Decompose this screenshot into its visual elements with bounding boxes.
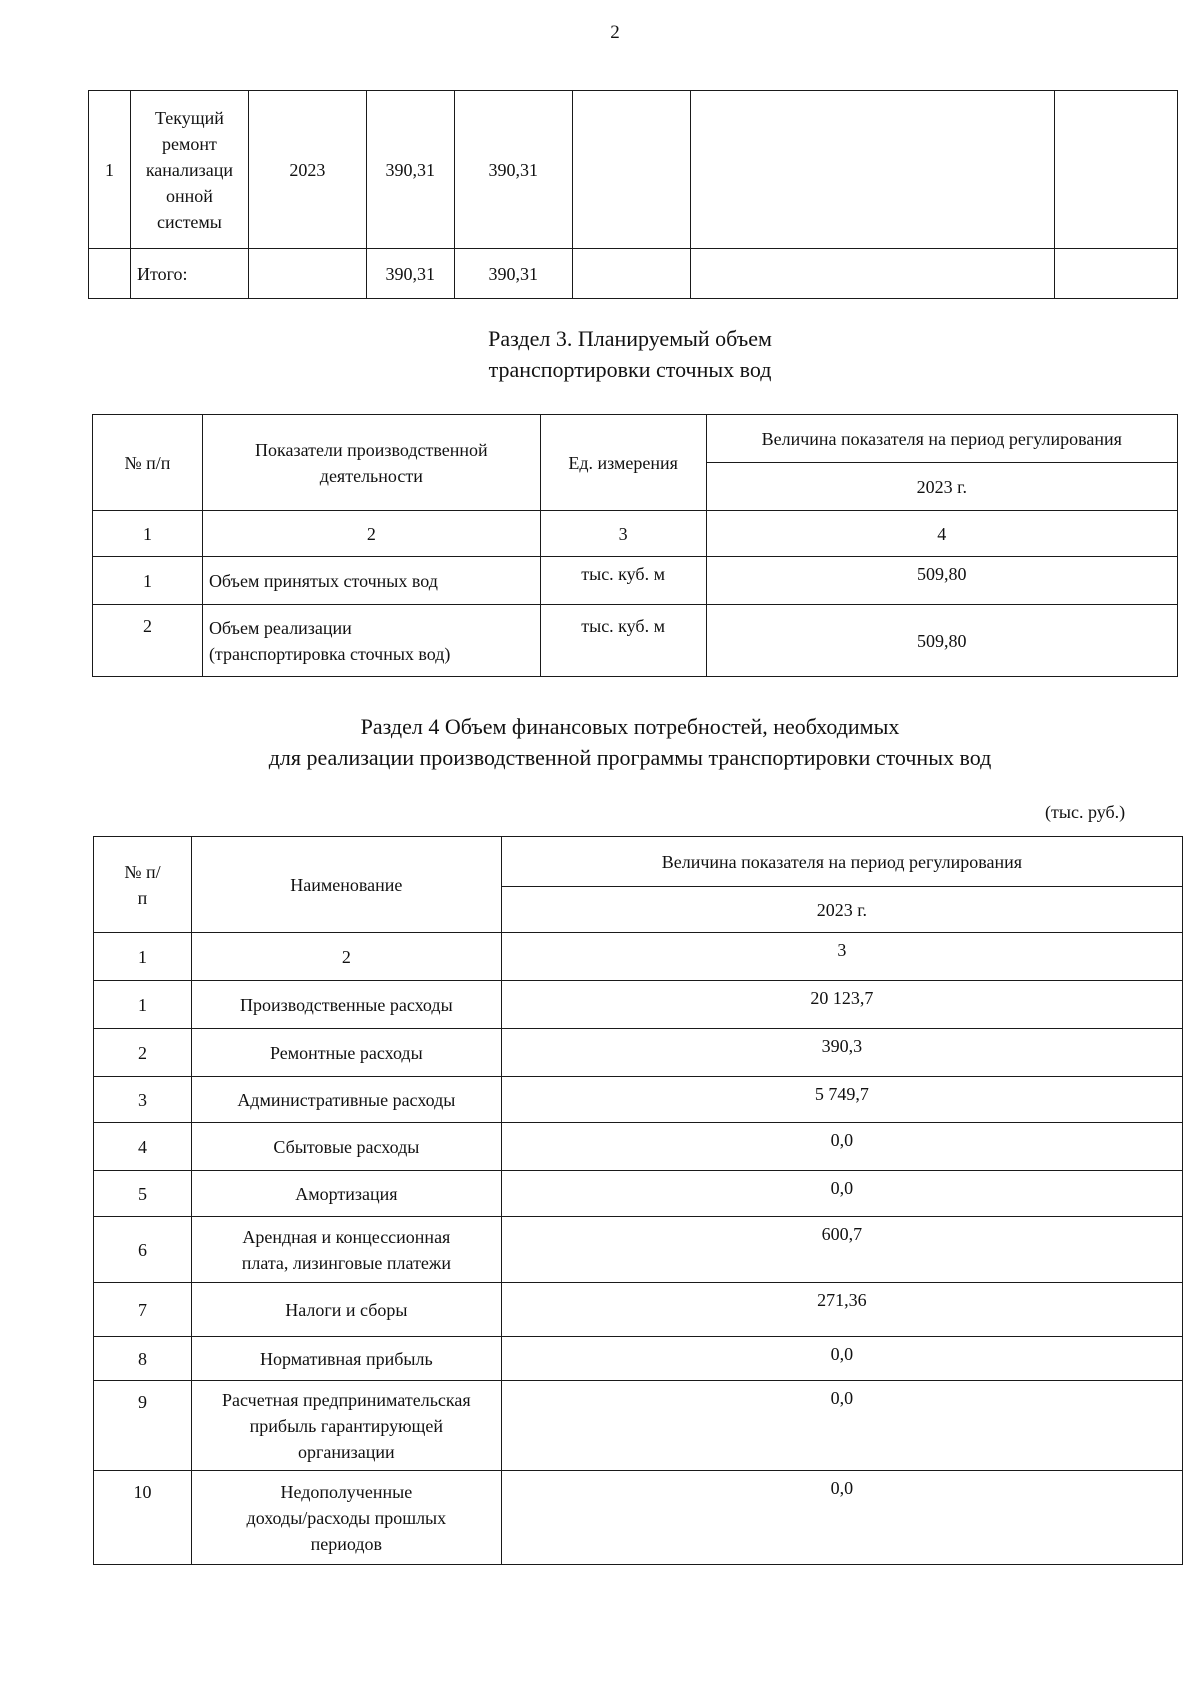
row-number: 2 — [94, 1029, 192, 1077]
indicator-name-line: (транспортировка сточных вод) — [208, 643, 451, 664]
work-cost-year: 390,31 — [454, 91, 572, 249]
empty-cell — [572, 91, 690, 249]
header-num: № п/п — [93, 415, 203, 511]
units-note: (тыс. руб.) — [1045, 802, 1126, 822]
row-number: 5 — [94, 1171, 192, 1217]
table-header-row — [93, 415, 1178, 463]
expense-name — [191, 1471, 501, 1565]
total-cost-year: 390,31 — [454, 249, 572, 299]
table-index-row — [93, 511, 1178, 557]
expense-value: 0,0 — [501, 1123, 1182, 1171]
index-cell: 4 — [706, 511, 1177, 557]
indicator-value: 509,80 — [706, 557, 1177, 605]
expense-name-line: Расчетная предпринимательская — [222, 1389, 471, 1410]
expense-name — [191, 1381, 501, 1471]
header-num: № п/п — [94, 837, 192, 933]
expense-name-line: доходы/расходы прошлых — [246, 1507, 447, 1528]
row-number: 10 — [94, 1471, 192, 1565]
work-name-line: онной — [165, 185, 213, 206]
index-cell: 2 — [202, 511, 540, 557]
expense-name-line: плата, лизинговые платежи — [241, 1252, 451, 1273]
expense-value: 20 123,7 — [501, 981, 1182, 1029]
header-indicator: Показатели производственной деятельности — [202, 415, 540, 511]
section3-title-line2: транспортировки сточных вод — [488, 357, 772, 382]
row-number: 1 — [94, 981, 192, 1029]
row-number: 1 — [89, 91, 131, 249]
expense-value: 0,0 — [501, 1171, 1182, 1217]
expense-name: Сбытовые расходы — [191, 1123, 501, 1171]
table-row — [94, 1217, 1183, 1283]
work-name-line: системы — [156, 211, 222, 232]
expense-value: 5 749,7 — [501, 1077, 1182, 1123]
expense-value: 0,0 — [501, 1471, 1182, 1565]
expense-name: Налоги и сборы — [191, 1283, 501, 1337]
empty-cell — [572, 249, 690, 299]
work-name-line: ремонт — [161, 133, 217, 154]
expense-value: 0,0 — [501, 1337, 1182, 1381]
table-header-row — [94, 837, 1183, 887]
table-row — [94, 1029, 1183, 1077]
header-year: 2023 г. — [706, 463, 1177, 511]
table-row — [94, 1283, 1183, 1337]
indicator-name-line: Объем реализации — [208, 617, 352, 638]
empty-cell — [690, 249, 1055, 299]
expense-name: Ремонтные расходы — [191, 1029, 501, 1077]
index-cell: 1 — [93, 511, 203, 557]
empty-cell — [1055, 249, 1178, 299]
header-value-group: Величина показателя на период регулирования — [501, 837, 1182, 887]
row-number: 9 — [94, 1381, 192, 1471]
table-repair-continuation — [88, 90, 1178, 299]
expense-name: Амортизация — [191, 1171, 501, 1217]
table-section4 — [93, 836, 1183, 1565]
table-row — [94, 981, 1183, 1029]
work-cost: 390,31 — [366, 91, 454, 249]
expense-name-line: организации — [298, 1441, 395, 1462]
index-cell: 2 — [191, 933, 501, 981]
total-cost: 390,31 — [366, 249, 454, 299]
expense-name-line: периодов — [310, 1533, 383, 1554]
row-number: 1 — [93, 557, 203, 605]
table-row — [89, 91, 1178, 249]
header-year: 2023 г. — [501, 887, 1182, 933]
expense-value: 600,7 — [501, 1217, 1182, 1283]
expense-name: Производственные расходы — [191, 981, 501, 1029]
empty-cell — [690, 91, 1055, 249]
expense-value: 390,3 — [501, 1029, 1182, 1077]
section4-title-line2: для реализации производственной программы транспортировки сточных вод — [268, 745, 992, 770]
expense-name: Нормативная прибыль — [191, 1337, 501, 1381]
row-number: 2 — [93, 605, 203, 677]
table-row — [94, 1123, 1183, 1171]
index-cell: 3 — [540, 511, 706, 557]
header-value-group: Величина показателя на период регулирования — [706, 415, 1177, 463]
section3-title — [330, 323, 930, 385]
expense-name: Административные расходы — [191, 1077, 501, 1123]
table-row — [94, 1381, 1183, 1471]
row-number: 8 — [94, 1337, 192, 1381]
total-label: Итого: — [130, 249, 248, 299]
row-number: 3 — [94, 1077, 192, 1123]
table-section3 — [92, 414, 1178, 677]
page-number: 2 — [610, 22, 620, 43]
indicator-value: 509,80 — [706, 605, 1177, 677]
index-cell: 1 — [94, 933, 192, 981]
indicator-unit: тыс. куб. м — [540, 557, 706, 605]
expense-name-line: Недополученные — [280, 1481, 413, 1502]
expense-value: 271,36 — [501, 1283, 1182, 1337]
expense-value: 0,0 — [501, 1381, 1182, 1471]
table-row — [94, 1471, 1183, 1565]
section3-title-line1: Раздел 3. Планируемый объем — [488, 326, 772, 351]
section4-title — [140, 711, 1120, 773]
row-number — [89, 249, 131, 299]
work-year: 2023 — [248, 91, 366, 249]
expense-name — [191, 1217, 501, 1283]
work-name-line: канализаци — [145, 159, 234, 180]
table-row — [93, 605, 1178, 677]
row-number: 4 — [94, 1123, 192, 1171]
work-name-line: Текущий — [154, 107, 224, 128]
work-name — [130, 91, 248, 249]
section4-title-line1: Раздел 4 Объем финансовых потребностей, необходимых — [360, 714, 900, 739]
table-row-total — [89, 249, 1178, 299]
expense-name-line: Арендная и концессионная — [242, 1226, 451, 1247]
table-row — [94, 1337, 1183, 1381]
table-row — [94, 1077, 1183, 1123]
table-row — [94, 1171, 1183, 1217]
indicator-name: Объем принятых сточных вод — [202, 557, 540, 605]
index-cell: 3 — [501, 933, 1182, 981]
table-row — [93, 557, 1178, 605]
indicator-name — [202, 605, 540, 677]
row-number: 6 — [94, 1217, 192, 1283]
header-unit: Ед. измерения — [540, 415, 706, 511]
indicator-unit: тыс. куб. м — [540, 605, 706, 677]
header-name: Наименование — [191, 837, 501, 933]
expense-name-line: прибыль гарантирующей — [249, 1415, 444, 1436]
row-number: 7 — [94, 1283, 192, 1337]
total-year — [248, 249, 366, 299]
table-index-row — [94, 933, 1183, 981]
empty-cell — [1055, 91, 1178, 249]
